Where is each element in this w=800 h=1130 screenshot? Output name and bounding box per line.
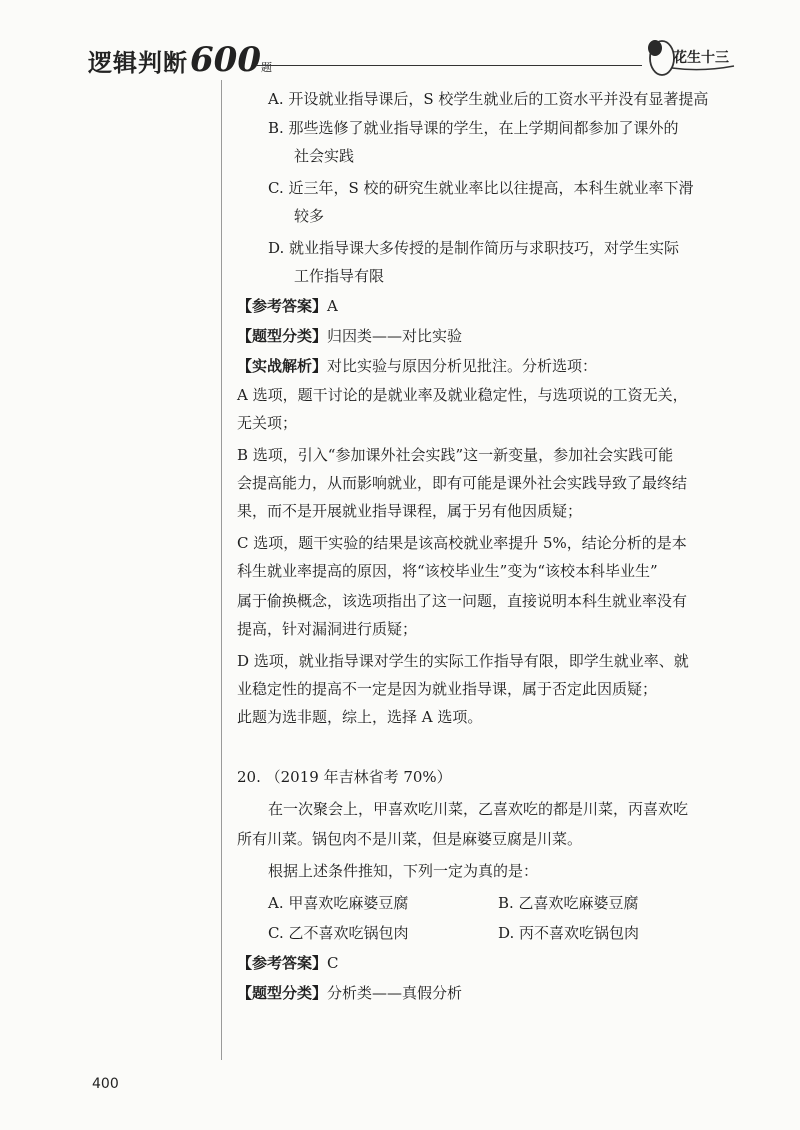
analysis-line: 提高，针对漏洞进行质疑； bbox=[237, 620, 418, 638]
analysis-line: A 选项，题干讨论的是就业率及就业稳定性，与选项说的工资无关， bbox=[237, 386, 688, 404]
book-title bbox=[88, 40, 273, 80]
analysis-line: 无关项； bbox=[237, 414, 298, 432]
q19-option-b: B. 那些选修了就业指导课的学生，在上学期间都参加了课外的 bbox=[268, 119, 679, 137]
q20-option-a: A. 甲喜欢吃麻婆豆腐 bbox=[268, 894, 409, 912]
analysis-line: 此题为选非题，综上，选择 A 选项。 bbox=[237, 708, 483, 726]
book-title-number: 600 bbox=[190, 40, 261, 80]
q20-answer-value: C bbox=[327, 954, 339, 972]
q19-option-d: D. 就业指导课大多传授的是制作简历与求职技巧，对学生实际 bbox=[268, 239, 680, 257]
q19-answer-label: 【参考答案】 bbox=[237, 297, 328, 315]
brand-name: 花生十三 bbox=[673, 50, 729, 66]
q20-answer bbox=[237, 953, 339, 973]
analysis-line: C 选项，题干实验的结果是该高校就业率提升 5%，结论分析的是本 bbox=[237, 534, 687, 552]
q19-type bbox=[237, 326, 462, 346]
analysis-line: 会提高能力，从而影响就业，即有可能是课外社会实践导致了最终结 bbox=[237, 474, 688, 492]
q19-type-value: 归因类——对比实验 bbox=[327, 327, 463, 345]
q19-answer-value: A bbox=[327, 297, 338, 315]
q19-option-b-cont: 社会实践 bbox=[294, 147, 355, 165]
analysis-line: 业稳定性的提高不一定是因为就业指导课，属于否定此因质疑； bbox=[237, 680, 658, 698]
q20-stem-line: 在一次聚会上，甲喜欢吃川菜，乙喜欢吃的都是川菜，丙喜欢吃 bbox=[268, 800, 689, 818]
q19-answer bbox=[237, 296, 338, 316]
q19-analysis-label: 【实战解析】 bbox=[237, 357, 328, 375]
q20-option-d: D. 丙不喜欢吃锅包肉 bbox=[498, 924, 640, 942]
q20-type-value: 分析类——真假分析 bbox=[327, 984, 463, 1002]
margin-divider bbox=[221, 80, 222, 1060]
q19-option-a: A. 开设就业指导课后，S 校学生就业后的工资水平并没有显著提高 bbox=[268, 90, 709, 108]
book-title-suffix: 题 bbox=[260, 61, 273, 74]
q20-option-b: B. 乙喜欢吃麻婆豆腐 bbox=[498, 894, 639, 912]
analysis-line: D 选项，就业指导课对学生的实际工作指导有限，即学生就业率、就 bbox=[237, 652, 689, 670]
q20-stem-line: 根据上述条件推知，下列一定为真的是： bbox=[268, 862, 539, 880]
q20-stem-line: 所有川菜。锅包肉不是川菜，但是麻婆豆腐是川菜。 bbox=[237, 830, 583, 848]
q19-type-label: 【题型分类】 bbox=[237, 327, 328, 345]
q19-analysis-intro bbox=[237, 356, 597, 376]
q19-option-c: C. 近三年，S 校的研究生就业率比以往提高，本科生就业率下滑 bbox=[268, 179, 694, 197]
analysis-line: B 选项，引入“参加课外社会实践”这一新变量，参加社会实践可能 bbox=[237, 446, 674, 464]
book-title-text: 逻辑判断 bbox=[88, 49, 188, 77]
q20-answer-label: 【参考答案】 bbox=[237, 954, 328, 972]
q19-option-d-cont: 工作指导有限 bbox=[294, 267, 385, 285]
q19-option-c-cont: 较多 bbox=[294, 207, 325, 225]
analysis-line: 属于偷换概念，该选项指出了这一问题，直接说明本科生就业率没有 bbox=[237, 592, 688, 610]
q20-option-c: C. 乙不喜欢吃锅包肉 bbox=[268, 924, 409, 942]
analysis-line: 果，而不是开展就业指导课程，属于另有他因质疑； bbox=[237, 502, 583, 520]
q20-type-label: 【题型分类】 bbox=[237, 984, 328, 1002]
page-number: 400 bbox=[92, 1076, 119, 1092]
q20-type bbox=[237, 983, 462, 1003]
q19-analysis-intro-text: 对比实验与原因分析见批注。分析选项： bbox=[327, 357, 598, 375]
q20-heading: 20. （2019 年吉林省考 70%） bbox=[237, 768, 452, 786]
analysis-line: 科生就业率提高的原因，将“该校毕业生”变为“该校本科毕业生” bbox=[237, 562, 658, 580]
header-rule bbox=[256, 65, 642, 66]
